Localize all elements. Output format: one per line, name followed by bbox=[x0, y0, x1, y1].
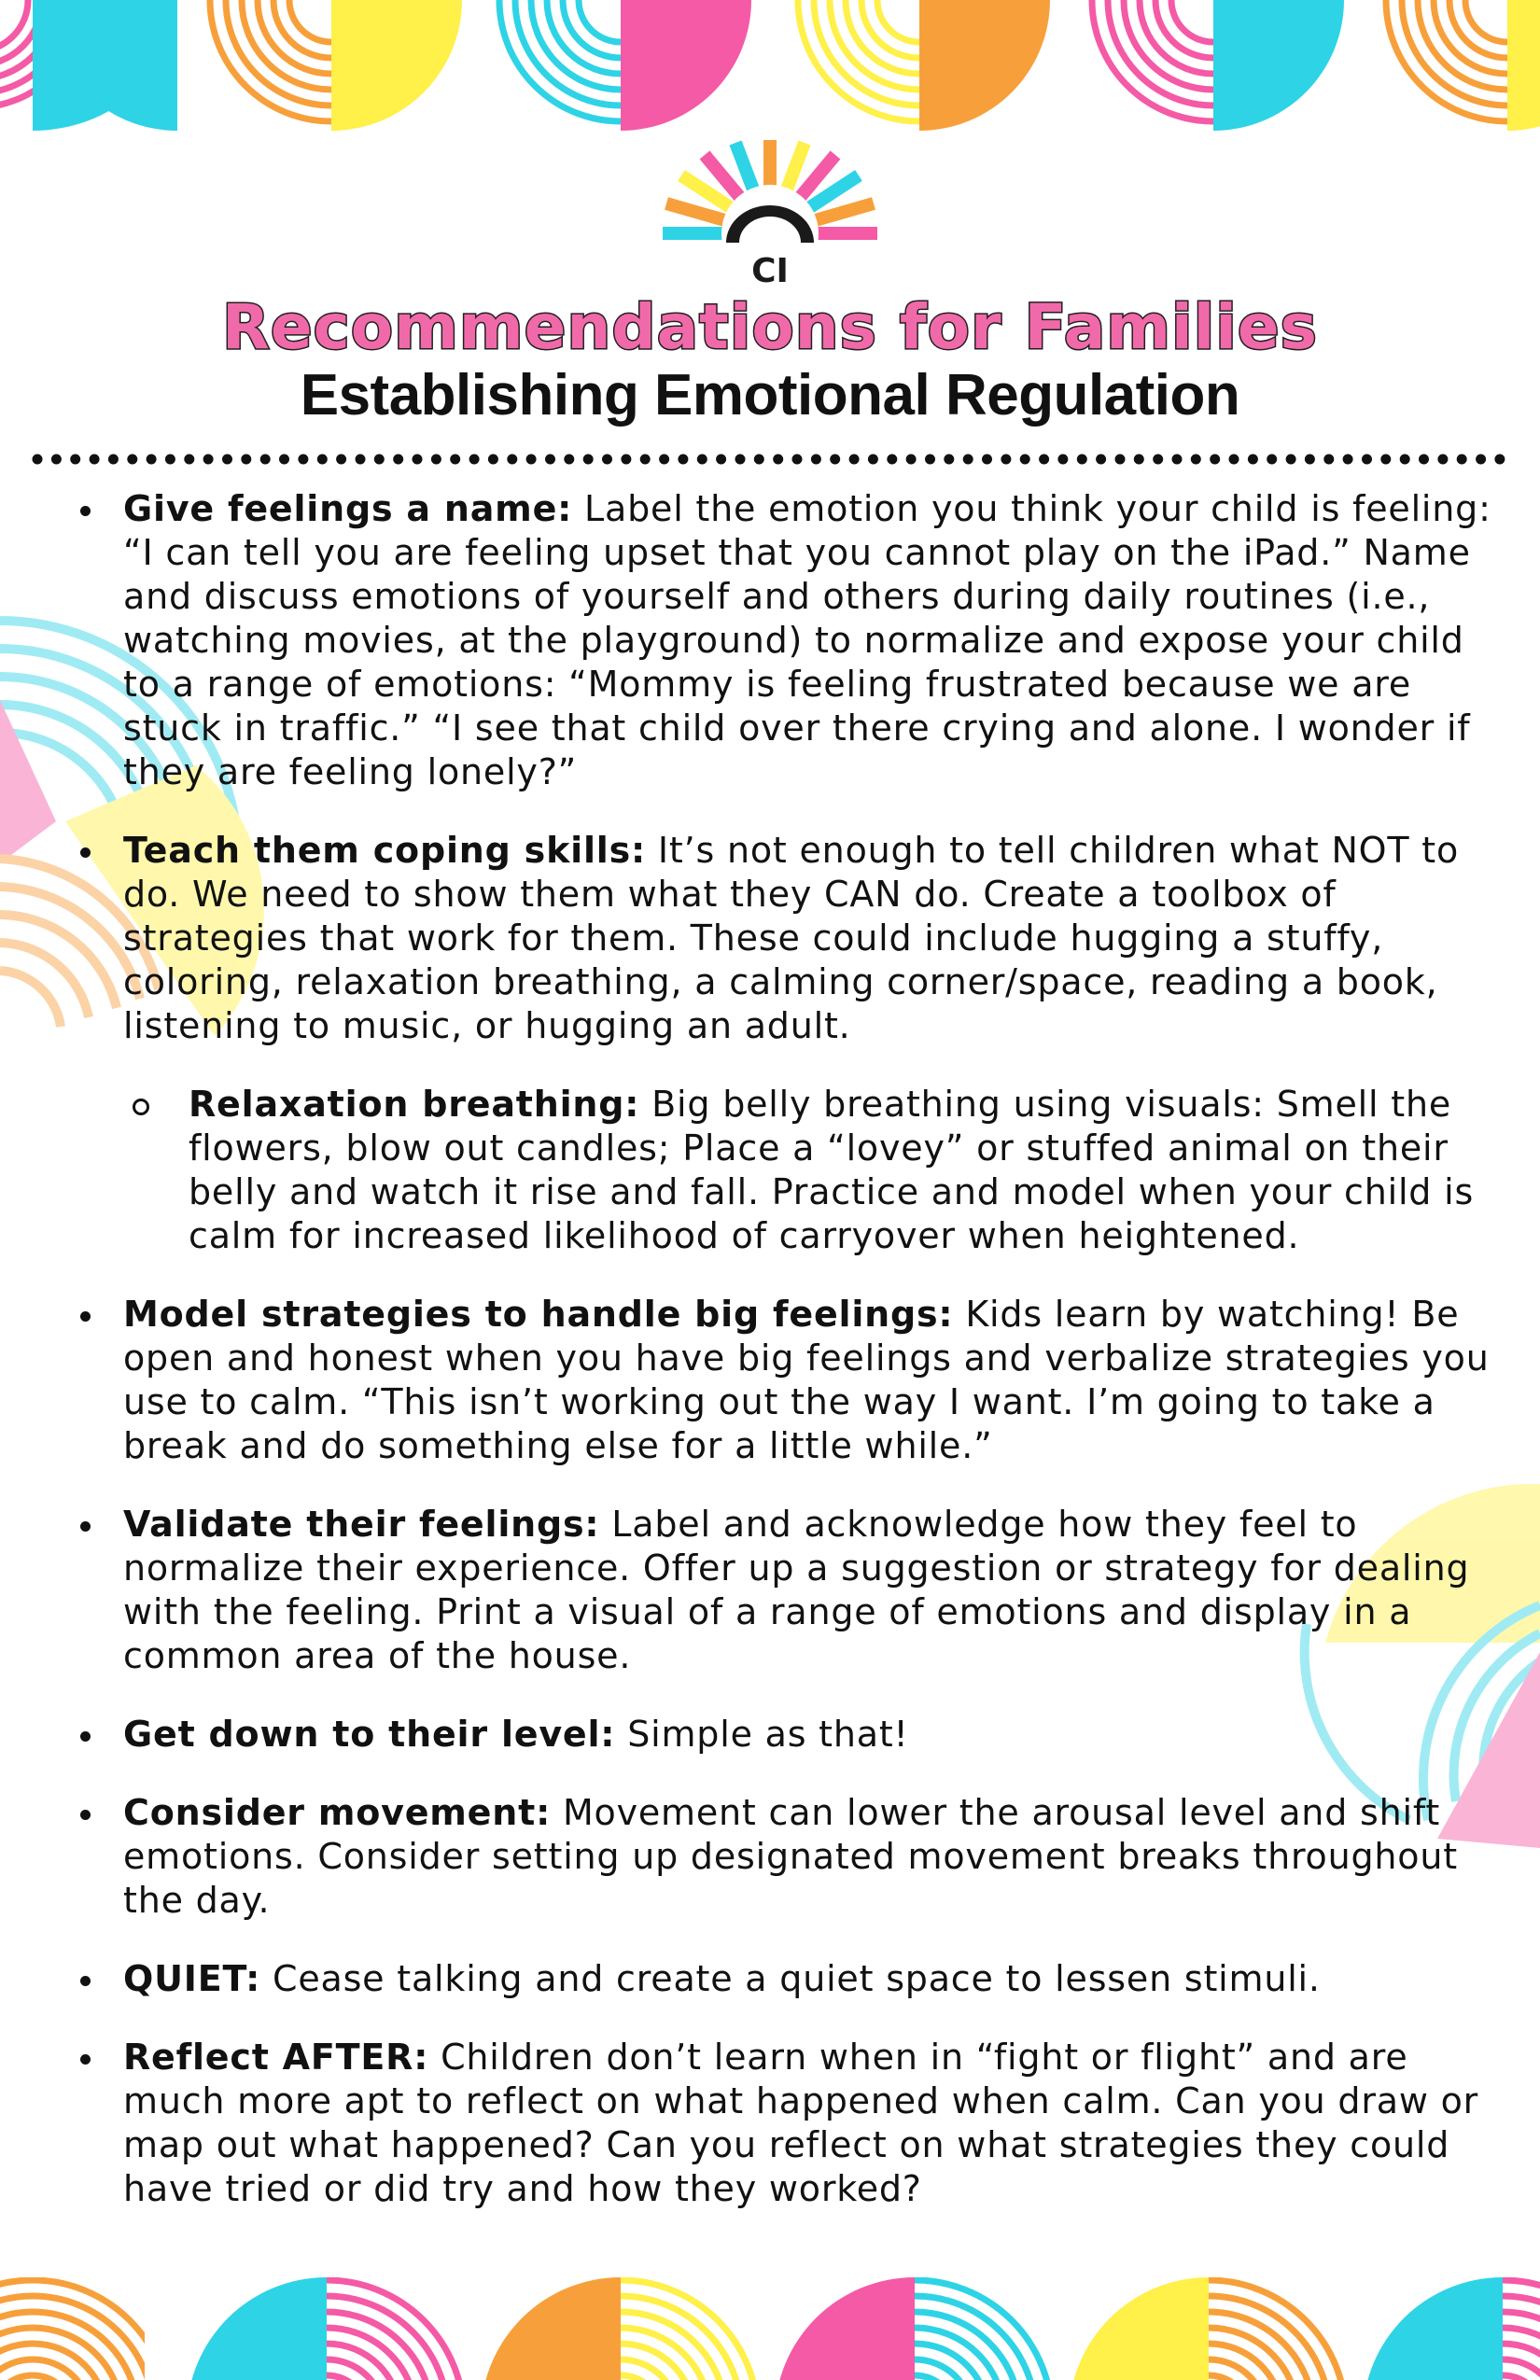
divider-dot bbox=[1077, 455, 1087, 465]
divider-dot bbox=[830, 455, 840, 465]
item-text: Kids learn by watching! Be open and honest when you have big feelings and verbalize strategies you use to calm. “This isn’t working out the way I want. I’m going to take a break and do something else for a little while.” bbox=[123, 1294, 1490, 1466]
divider-dot bbox=[374, 455, 385, 465]
divider-dot bbox=[982, 455, 992, 465]
item-text: Movement can lower the arousal level and shift emotions. Consider setting up designated movement breaks throughout the day. bbox=[123, 1792, 1458, 1921]
divider-dot bbox=[127, 455, 137, 465]
item-lead: Teach them coping skills: bbox=[123, 830, 647, 871]
divider-dot bbox=[640, 455, 651, 465]
divider-dot bbox=[203, 455, 214, 465]
item-lead: Give feelings a name: bbox=[123, 488, 573, 529]
item-text: Simple as that! bbox=[615, 1714, 909, 1755]
divider-dot bbox=[963, 455, 973, 465]
divider-dot bbox=[1419, 455, 1429, 465]
list-item bbox=[75, 2036, 1493, 2211]
divider-dot bbox=[754, 455, 764, 465]
divider-dot bbox=[222, 455, 232, 465]
item-lead: Consider movement: bbox=[123, 1792, 552, 1833]
divider-dot bbox=[70, 455, 80, 465]
divider-dot bbox=[507, 455, 517, 465]
list-item bbox=[75, 487, 1493, 794]
divider-dot bbox=[1039, 455, 1049, 465]
divider-dot bbox=[925, 455, 935, 465]
divider-dot bbox=[1400, 455, 1410, 465]
sub-item-text: Big belly breathing using visuals: Smell the flowers, blow out candles; Place a “lovey” or stuffed animal on their belly and watch it rise and fall. Practice and model when your child is calm for increased likelihood of carryover when heightened. bbox=[189, 1084, 1475, 1256]
divider-dot bbox=[1191, 455, 1201, 465]
divider-dot bbox=[108, 455, 119, 465]
divider-dot bbox=[431, 455, 441, 465]
divider-dot bbox=[1153, 455, 1163, 465]
divider-dot bbox=[1172, 455, 1183, 465]
top-decorative-border bbox=[0, 0, 1540, 131]
item-lead: Model strategies to handle big feelings: bbox=[123, 1294, 954, 1335]
item-lead: Validate their feelings: bbox=[123, 1504, 600, 1545]
logo bbox=[644, 140, 896, 289]
divider-dot bbox=[868, 455, 878, 465]
divider-dot bbox=[317, 455, 328, 465]
divider-dot bbox=[336, 455, 346, 465]
divider-dot bbox=[1267, 455, 1277, 465]
divider-dot bbox=[735, 455, 746, 465]
divider-dot bbox=[1343, 455, 1353, 465]
divider-dot bbox=[356, 455, 366, 465]
item-text: Label and acknowledge how they feel to normalize their experience. Offer up a suggestion or strategy for dealing with the feeling. Print a visual of a range of emotions and display in a common area of the house. bbox=[123, 1504, 1470, 1676]
divider-dot bbox=[621, 455, 631, 465]
divider-dot bbox=[1210, 455, 1220, 465]
divider-dot bbox=[1020, 455, 1030, 465]
list-item bbox=[75, 829, 1493, 1258]
divider-dot bbox=[1380, 455, 1391, 465]
divider-dot bbox=[1305, 455, 1315, 465]
divider-dot bbox=[1437, 455, 1448, 465]
list-item bbox=[75, 1503, 1493, 1678]
list-item bbox=[75, 1957, 1493, 2001]
divider-dot bbox=[469, 455, 480, 465]
divider-dot bbox=[659, 455, 669, 465]
list-item bbox=[75, 1293, 1493, 1468]
item-lead: Get down to their level: bbox=[123, 1714, 616, 1755]
divider-dot bbox=[1134, 455, 1144, 465]
divider-dot bbox=[545, 455, 555, 465]
dotted-divider bbox=[32, 448, 1506, 470]
recommendations-list bbox=[75, 487, 1493, 2246]
divider-dot bbox=[716, 455, 726, 465]
divider-dot bbox=[526, 455, 537, 465]
divider-dot bbox=[488, 455, 498, 465]
divider-dot bbox=[1323, 455, 1334, 465]
divider-dot bbox=[51, 455, 62, 465]
sub-list-item bbox=[123, 1083, 1493, 1258]
divider-dot bbox=[413, 455, 423, 465]
divider-dot bbox=[678, 455, 688, 465]
divider-dot bbox=[697, 455, 707, 465]
logo-text: CI bbox=[751, 252, 789, 289]
divider-dot bbox=[1476, 455, 1486, 465]
page-title: Recommendations for Families bbox=[222, 291, 1318, 363]
list-item bbox=[75, 1713, 1493, 1757]
divider-dot bbox=[1001, 455, 1011, 465]
divider-dot bbox=[906, 455, 917, 465]
divider-dot bbox=[260, 455, 271, 465]
item-lead: Reflect AFTER: bbox=[123, 2037, 429, 2078]
item-text: It’s not enough to tell children what NOT to do. We need to show them what they CAN do. Create a toolbox of strategies that work for them. These could include hugging a stuffy, coloring, relaxation breathing, a calming corner/space, reading a book, listening to music, or hugging an adult. bbox=[123, 830, 1460, 1046]
list-item bbox=[75, 1791, 1493, 1923]
item-text: Children don’t learn when in “fight or flight” and are much more apt to reflect on what happened when calm. Can you draw or map out what happened? Can you reflect on what strategies they could have tried or did try and how they worked? bbox=[123, 2037, 1479, 2209]
divider-dot bbox=[1362, 455, 1372, 465]
divider-dot bbox=[1457, 455, 1467, 465]
divider-dot bbox=[298, 455, 308, 465]
item-lead: QUIET: bbox=[123, 1958, 261, 1999]
divider-dot bbox=[147, 455, 157, 465]
divider-dot bbox=[450, 455, 460, 465]
sub-item-lead: Relaxation breathing: bbox=[189, 1084, 640, 1125]
divider-dot bbox=[1229, 455, 1239, 465]
divider-dot bbox=[944, 455, 954, 465]
divider-dot bbox=[1115, 455, 1126, 465]
divider-dot bbox=[184, 455, 194, 465]
divider-dot bbox=[564, 455, 574, 465]
divider-dot bbox=[90, 455, 100, 465]
divider-dot bbox=[1057, 455, 1068, 465]
divider-dot bbox=[165, 455, 175, 465]
divider-dot bbox=[773, 455, 783, 465]
divider-dot bbox=[279, 455, 289, 465]
divider-dot bbox=[811, 455, 821, 465]
divider-dot bbox=[792, 455, 803, 465]
divider-dot bbox=[33, 455, 43, 465]
item-text: Label the emotion you think your child is feeling: “I can tell you are feeling upset that you cannot play on the iPad.” Name and discuss emotions of yourself and others during daily routines (i.e., watching movies, at the playground) to normalize and expose your child to a range of emotions: “Mommy is feeling frustrated because we are stuck in traffic.” “I see that child over there crying and alone. I wonder if they are feeling lonely?” bbox=[123, 488, 1491, 792]
divider-dot bbox=[583, 455, 594, 465]
divider-dot bbox=[849, 455, 860, 465]
divider-dot bbox=[1286, 455, 1296, 465]
divider-dot bbox=[1494, 455, 1505, 465]
divider-dot bbox=[393, 455, 403, 465]
divider-dot bbox=[241, 455, 251, 465]
item-text: Cease talking and create a quiet space to lessen stimuli. bbox=[260, 1958, 1321, 1999]
divider-dot bbox=[1248, 455, 1258, 465]
divider-dot bbox=[1096, 455, 1106, 465]
bottom-decorative-border bbox=[0, 2277, 1540, 2380]
divider-dot bbox=[602, 455, 612, 465]
divider-dot bbox=[887, 455, 897, 465]
page-subtitle: Establishing Emotional Regulation bbox=[300, 363, 1240, 427]
